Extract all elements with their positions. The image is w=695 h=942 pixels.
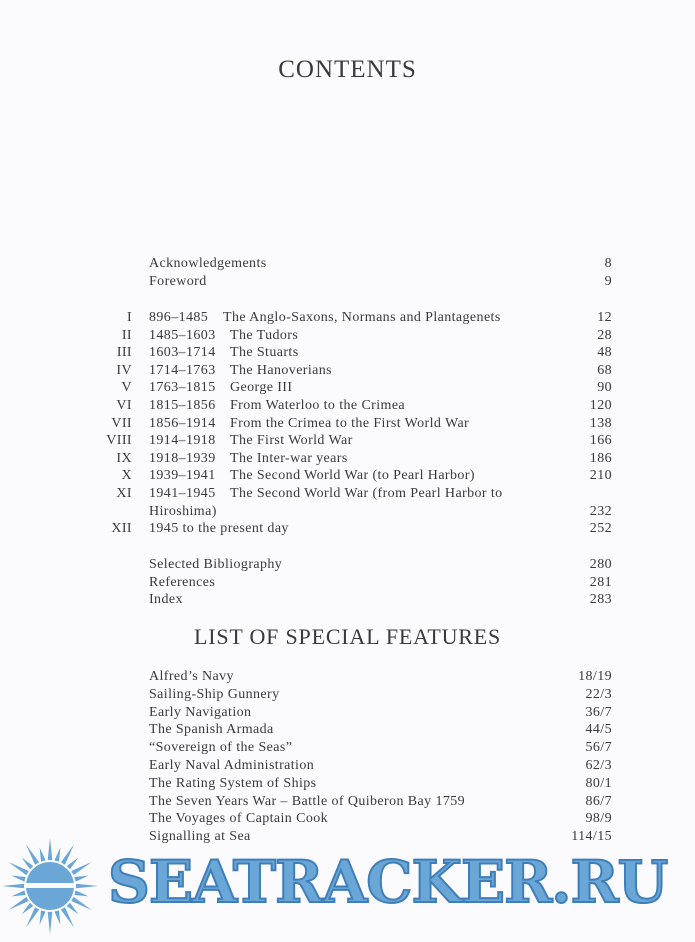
sun-ray <box>40 847 46 861</box>
chapter-row <box>0 450 695 468</box>
chapter-number: II <box>121 327 132 343</box>
chapter-page: 68 <box>597 362 612 378</box>
feature-page: 22/3 <box>585 686 612 702</box>
feature-title: Alfred’s Navy <box>149 669 234 684</box>
sun-ray <box>54 847 60 861</box>
feature-row <box>0 775 695 793</box>
sun-ray <box>26 844 39 864</box>
sun-ray <box>48 912 53 934</box>
sun-ray <box>76 884 98 889</box>
chapter-number: X <box>121 468 132 484</box>
chapter-row <box>0 327 695 345</box>
sun-ray <box>8 897 28 910</box>
sun-horizon <box>24 883 76 888</box>
feature-title: The Voyages of Captain Cook <box>149 811 329 827</box>
entry-page: 281 <box>589 574 612 590</box>
feature-title: Sailing-Ship Gunnery <box>149 686 280 702</box>
chapter-number: I <box>126 310 132 325</box>
chapter-page: 12 <box>597 310 612 325</box>
entry-title: Selected Bibliography <box>149 557 283 572</box>
chapter-years: 1918–1939 <box>149 450 216 466</box>
sun-ray <box>54 910 60 924</box>
feature-page: 80/1 <box>585 775 612 791</box>
entry-title: Foreword <box>149 273 207 289</box>
chapter-years: 1714–1763 <box>149 362 216 378</box>
feature-page: 62/3 <box>585 758 612 773</box>
chapter-years: 1485–1603 <box>149 327 216 343</box>
chapter-page: 232 <box>589 503 612 519</box>
chapter-title: The Stuarts <box>230 345 299 361</box>
feature-page: 36/7 <box>585 704 612 720</box>
sun-ray <box>11 876 25 882</box>
sun-ray <box>74 876 88 882</box>
chapter-number: XI <box>116 486 132 501</box>
chapter-number: XII <box>111 521 132 537</box>
sun-ray <box>74 890 88 896</box>
feature-title: Signalling at Sea <box>149 829 251 845</box>
feature-title: Early Navigation <box>149 704 252 720</box>
chapter-title: George III <box>230 380 293 396</box>
feature-page: 56/7 <box>585 740 612 756</box>
chapter-page: 186 <box>589 450 612 466</box>
chapter-row <box>0 415 695 433</box>
feature-page: 98/9 <box>585 811 612 827</box>
chapter-row <box>0 520 695 538</box>
feature-title: The Spanish Armada <box>149 722 274 738</box>
chapter-page: 120 <box>589 398 612 413</box>
feature-row <box>0 686 695 704</box>
chapter-years: 1914–1918 <box>149 433 216 449</box>
chapter-row <box>0 362 695 380</box>
chapter-row <box>0 432 695 450</box>
entry-title: References <box>149 574 216 590</box>
watermark-text: SEATRACKER.RU <box>108 848 668 916</box>
chapter-row <box>0 397 695 415</box>
chapter-title: The Second World War (from Pearl Harbor to <box>230 486 503 501</box>
entry-page: 8 <box>604 256 612 271</box>
sun-ray <box>8 862 28 875</box>
chapter-page: 210 <box>589 468 612 484</box>
feature-row <box>0 721 695 739</box>
contents-title: CONTENTS <box>278 56 417 83</box>
chapter-number: V <box>121 380 132 396</box>
feature-row <box>0 739 695 757</box>
sun-ray <box>2 884 24 889</box>
chapter-title: The Anglo-Saxons, Normans and Plantagenets <box>223 310 501 325</box>
feature-row <box>0 793 695 811</box>
chapter-years: 1941–1945 <box>149 486 216 501</box>
chapter-years: 1603–1714 <box>149 345 216 361</box>
chapter-row <box>0 309 695 327</box>
feature-row <box>0 668 695 686</box>
sun-ray <box>22 858 34 870</box>
chapter-title: The Hanoverians <box>230 362 333 378</box>
feature-title: The Rating System of Ships <box>149 775 317 791</box>
feature-page: 18/19 <box>578 669 612 684</box>
feature-title: Early Naval Administration <box>149 758 315 773</box>
sun-ray <box>67 858 79 870</box>
feature-row <box>0 757 695 775</box>
chapter-title: From the Crimea to the First World War <box>230 415 470 431</box>
chapter-number: IV <box>116 362 132 378</box>
sun-ray <box>61 844 74 864</box>
chapter-row <box>0 344 695 362</box>
chapter-number: VIII <box>106 433 132 449</box>
chapter-page: 138 <box>589 415 612 431</box>
sun-rays-icon <box>2 838 98 934</box>
feature-page: 44/5 <box>585 722 612 738</box>
chapter-number: III <box>116 345 132 361</box>
chapter-title: The Inter-war years <box>230 450 348 466</box>
chapter-page: 252 <box>589 521 612 537</box>
feature-page: 86/7 <box>585 793 612 809</box>
chapter-number: IX <box>116 450 132 466</box>
chapter-title: From Waterloo to the Crimea <box>230 398 406 413</box>
sun-ray <box>71 897 91 910</box>
toc-row <box>0 591 695 609</box>
chapter-years: 1939–1941 <box>149 468 216 484</box>
chapter-number: VII <box>111 415 132 431</box>
entry-page: 280 <box>589 557 612 572</box>
toc-row <box>0 273 695 291</box>
toc-row <box>0 574 695 592</box>
chapter-page: 48 <box>597 345 612 361</box>
chapter-row <box>0 467 695 485</box>
entry-title: Index <box>149 592 183 608</box>
feature-title: “Sovereign of the Seas” <box>149 740 293 756</box>
chapter-title: Hiroshima) <box>149 503 217 519</box>
chapter-years: 896–1485 <box>149 310 209 325</box>
feature-row <box>0 704 695 722</box>
chapter-page: 28 <box>597 327 612 343</box>
sun-ray <box>48 838 53 860</box>
chapter-years: 1763–1815 <box>149 380 216 396</box>
chapter-page: 90 <box>597 380 612 396</box>
feature-page: 114/15 <box>571 829 612 845</box>
chapter-row <box>0 379 695 397</box>
feature-row <box>0 810 695 828</box>
chapter-title: The First World War <box>230 433 353 449</box>
entry-title: Acknowledgements <box>149 256 267 271</box>
chapter-years: 1856–1914 <box>149 415 216 431</box>
chapter-row <box>0 503 695 521</box>
sun-ray <box>61 907 74 927</box>
chapter-page: 166 <box>589 433 612 449</box>
special-features-title: LIST OF SPECIAL FEATURES <box>193 624 502 649</box>
chapter-title: The Second World War (to Pearl Harbor) <box>230 468 475 484</box>
sun-ray <box>26 907 39 927</box>
chapter-years: 1815–1856 <box>149 398 216 413</box>
toc-row <box>0 255 695 273</box>
chapter-title: The Tudors <box>230 327 299 343</box>
entry-page: 9 <box>604 273 612 289</box>
sun-ray <box>71 862 91 875</box>
chapter-years: 1945 to the present day <box>149 521 289 537</box>
chapter-row <box>0 485 695 503</box>
entry-page: 283 <box>589 592 612 608</box>
sun-ray <box>40 910 46 924</box>
sun-ray <box>22 903 34 915</box>
sun-ray <box>67 903 79 915</box>
sun-ray <box>11 890 25 896</box>
toc-row <box>0 556 695 574</box>
feature-title: The Seven Years War – Battle of Quiberon Bay 1759 <box>149 793 466 809</box>
chapter-number: VI <box>116 398 132 413</box>
